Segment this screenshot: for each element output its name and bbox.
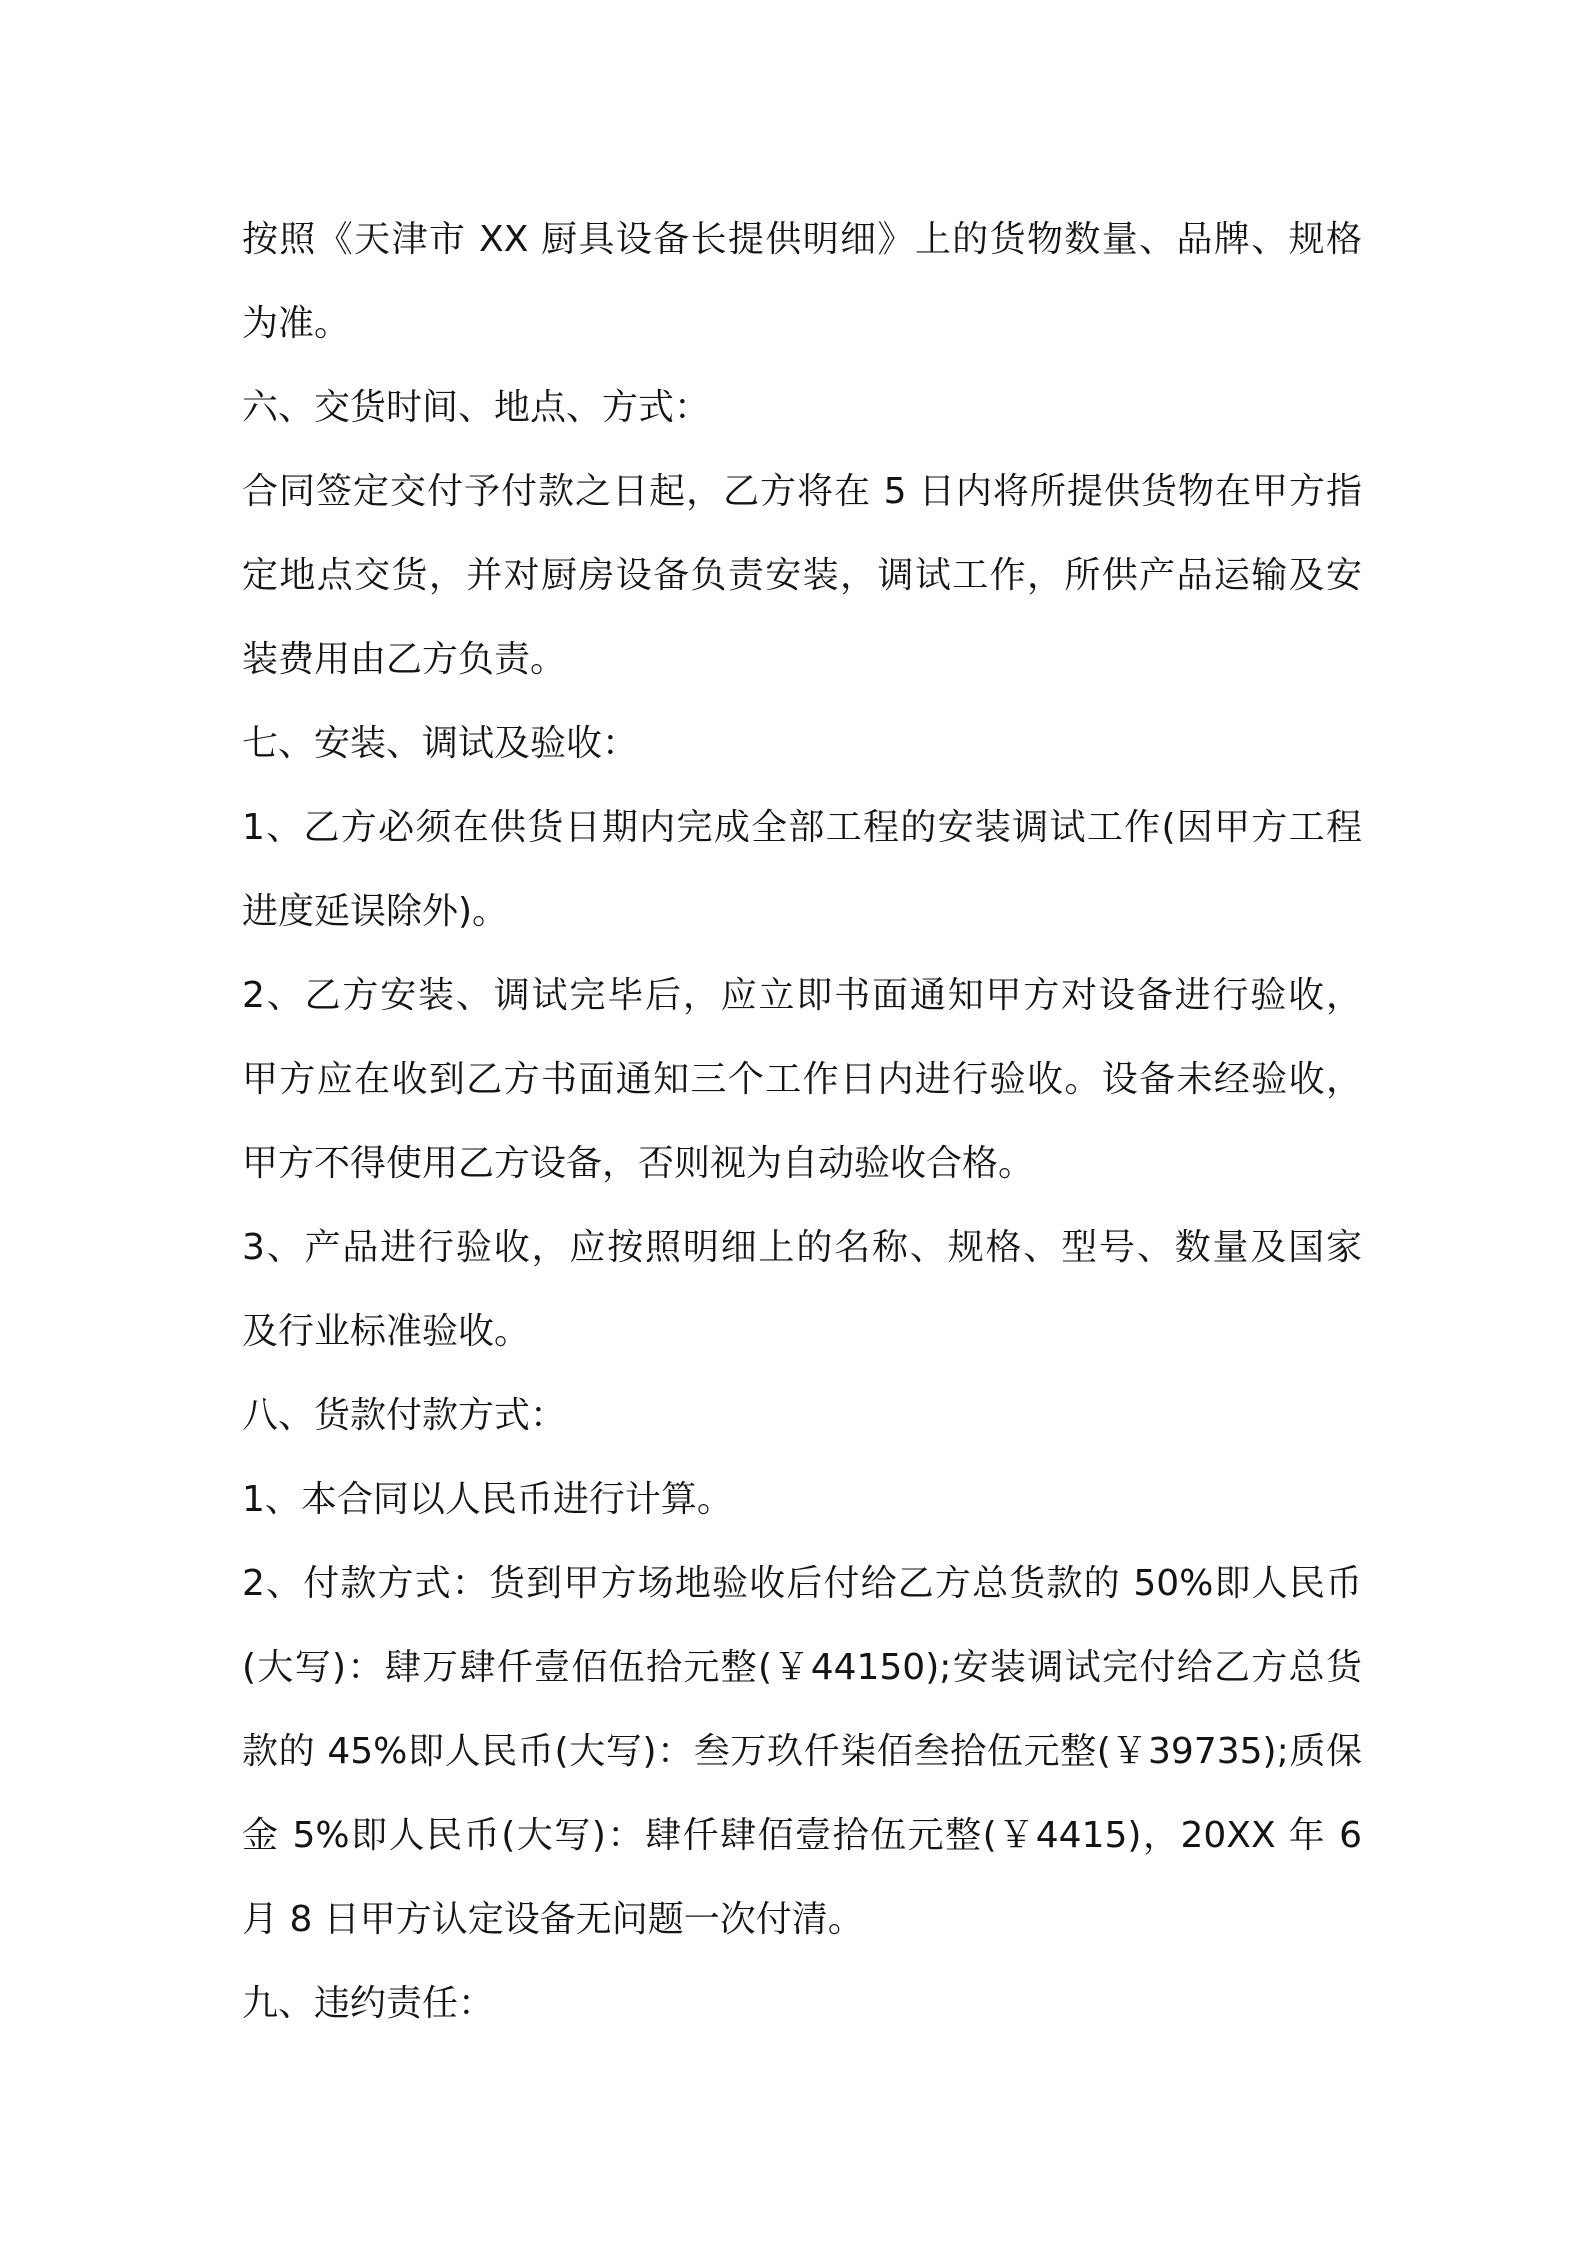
document-line: 1、本合同以人民币进行计算。 <box>242 1479 733 1520</box>
document-line: 定地点交货，并对厨房设备负责安装，调试工作，所供产品运输及安 <box>242 555 1362 596</box>
document-line: 八、货款付款方式： <box>242 1395 567 1436</box>
document-line: 六、交货时间、地点、方式： <box>242 387 711 428</box>
document-line: 按照《天津市 XX 厨具设备长提供明细》上的货物数量、品牌、规格 <box>242 219 1362 260</box>
document-line: 3、产品进行验收，应按照明细上的名称、规格、型号、数量及国家 <box>242 1227 1362 1268</box>
document-line: 及行业标准验收。 <box>242 1311 531 1352</box>
document-body <box>242 198 1362 2046</box>
document-line: 金 5%即人民币(大写)：肆仟肆佰壹拾伍元整(￥4415)，20XX 年 6 <box>242 1815 1362 1856</box>
document-line: (大写)：肆万肆仟壹佰伍拾元整(￥44150);安装调试完付给乙方总货 <box>242 1647 1362 1688</box>
document-line: 合同签定交付予付款之日起，乙方将在 5 日内将所提供货物在甲方指 <box>242 471 1362 512</box>
document-line: 2、乙方安装、调试完毕后，应立即书面通知甲方对设备进行验收， <box>242 975 1362 1016</box>
document-line: 装费用由乙方负责。 <box>242 639 567 680</box>
document-line: 2、付款方式：货到甲方场地验收后付给乙方总货款的 50%即人民币 <box>242 1563 1362 1604</box>
document-line: 为准。 <box>242 303 351 344</box>
document-line: 九、违约责任： <box>242 1983 495 2024</box>
document-line: 款的 45%即人民币(大写)：叁万玖仟柒佰叁拾伍元整(￥39735);质保 <box>242 1731 1362 1772</box>
document-line: 甲方应在收到乙方书面通知三个工作日内进行验收。设备未经验收， <box>242 1059 1362 1100</box>
document-line: 甲方不得使用乙方设备，否则视为自动验收合格。 <box>242 1143 1035 1184</box>
document-line: 七、安装、调试及验收： <box>242 723 639 764</box>
document-line: 进度延误除外)。 <box>242 891 509 932</box>
document-line: 月 8 日甲方认定设备无问题一次付清。 <box>242 1899 864 1940</box>
document-line: 1、乙方必须在供货日期内完成全部工程的安装调试工作(因甲方工程 <box>242 807 1362 848</box>
